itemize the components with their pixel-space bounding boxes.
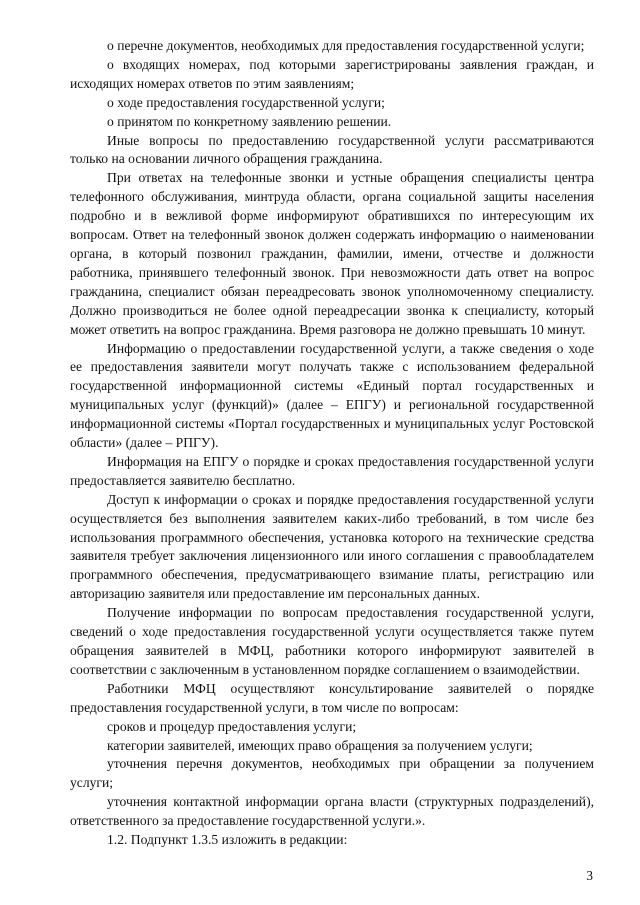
page-number: 3 bbox=[586, 868, 593, 883]
paragraph: о перечне документов, необходимых для предоставления государственной услуги; bbox=[107, 38, 585, 53]
section-heading: 1.2. Подпункт 1.3.5 изложить в редакции: bbox=[107, 832, 348, 848]
paragraph: Доступ к информации о сроках и порядке предоставления государственной услуги осуществляется без выполнения заявителем каких-либо требований, в том числе без использования программного обеспечения, установка которого на технические средства заявителя требует заключения лицензионного или иного соглашения с правообладателем программного обеспечения, предусматривающего взимание платы, регистрацию или авторизацию заявителя или предоставление им персональных данных. bbox=[70, 491, 594, 602]
paragraph: сроков и процедур предоставления услуги; bbox=[107, 718, 357, 734]
paragraph: Информацию о предоставлении государственной услуги, а также сведения о ходе ее предоставления заявители могут получать также с использованием федеральной государственной информационной системы «Единый портал государственных и муниципальных услуг (функций)» (далее – ЕПГУ) и региональной государственной информационной системы «Портал государственных и муниципальных услуг Ростовской области» (далее – РПГУ). bbox=[70, 340, 594, 451]
paragraph: о ходе предоставления государственной услуги; bbox=[107, 94, 385, 110]
paragraph: категории заявителей, имеющих право обращения за получением услуги; bbox=[107, 737, 533, 753]
paragraph: Работники МФЦ осуществляют консультирование заявителей о порядке предоставления государственной услуги, в том числе по вопросам: bbox=[70, 680, 594, 715]
paragraph: Информация на ЕПГУ о порядке и сроках предоставления государственной услуги предоставляется заявителю бесплатно. bbox=[70, 453, 594, 488]
paragraph: уточнения перечня документов, необходимых при обращении за получением услуги; bbox=[70, 756, 594, 791]
paragraph: Получение информации по вопросам предоставления государственной услуги, сведений о ходе предоставления государственной услуги осуществляется также путем обращения заявителей в МФЦ, работники которого информируют заявителей в соответствии с заключенным в установленном порядке соглашением о взаимодействии. bbox=[70, 605, 594, 677]
paragraph: уточнения контактной информации органа власти (структурных подразделений), ответственного за предоставление государственной услуги.». bbox=[70, 794, 594, 829]
paragraph: При ответах на телефонные звонки и устные обращения специалисты центра телефонного обслуживания, минтруда области, органа социальной защиты населения подробно и в вежливой форме информируют обратившихся по интересующим их вопросам. Ответ на телефонный звонок должен содержать информацию о наименовании органа, в который позвонил гражданин, фамилии, имени, отчестве и должности работника, принявшего телефонный звонок. При невозможности дать ответ на вопрос гражданина, специалист обязан переадресовать звонок уполномоченному специалисту. Должно производиться не более одной переадресации звонка к специалисту, который может ответить на вопрос гражданина. Время разговора не должно превышать 10 минут. bbox=[70, 170, 594, 337]
paragraph: Иные вопросы по предоставлению государственной услуги рассматриваются только на основании личного обращения гражданина. bbox=[70, 132, 594, 167]
paragraph: о принятом по конкретному заявлению решении. bbox=[107, 113, 392, 129]
paragraph: о входящих номерах, под которыми зарегистрированы заявления граждан, и исходящих номерах ответов по этим заявлениям; bbox=[70, 56, 594, 91]
body-text bbox=[70, 37, 594, 850]
